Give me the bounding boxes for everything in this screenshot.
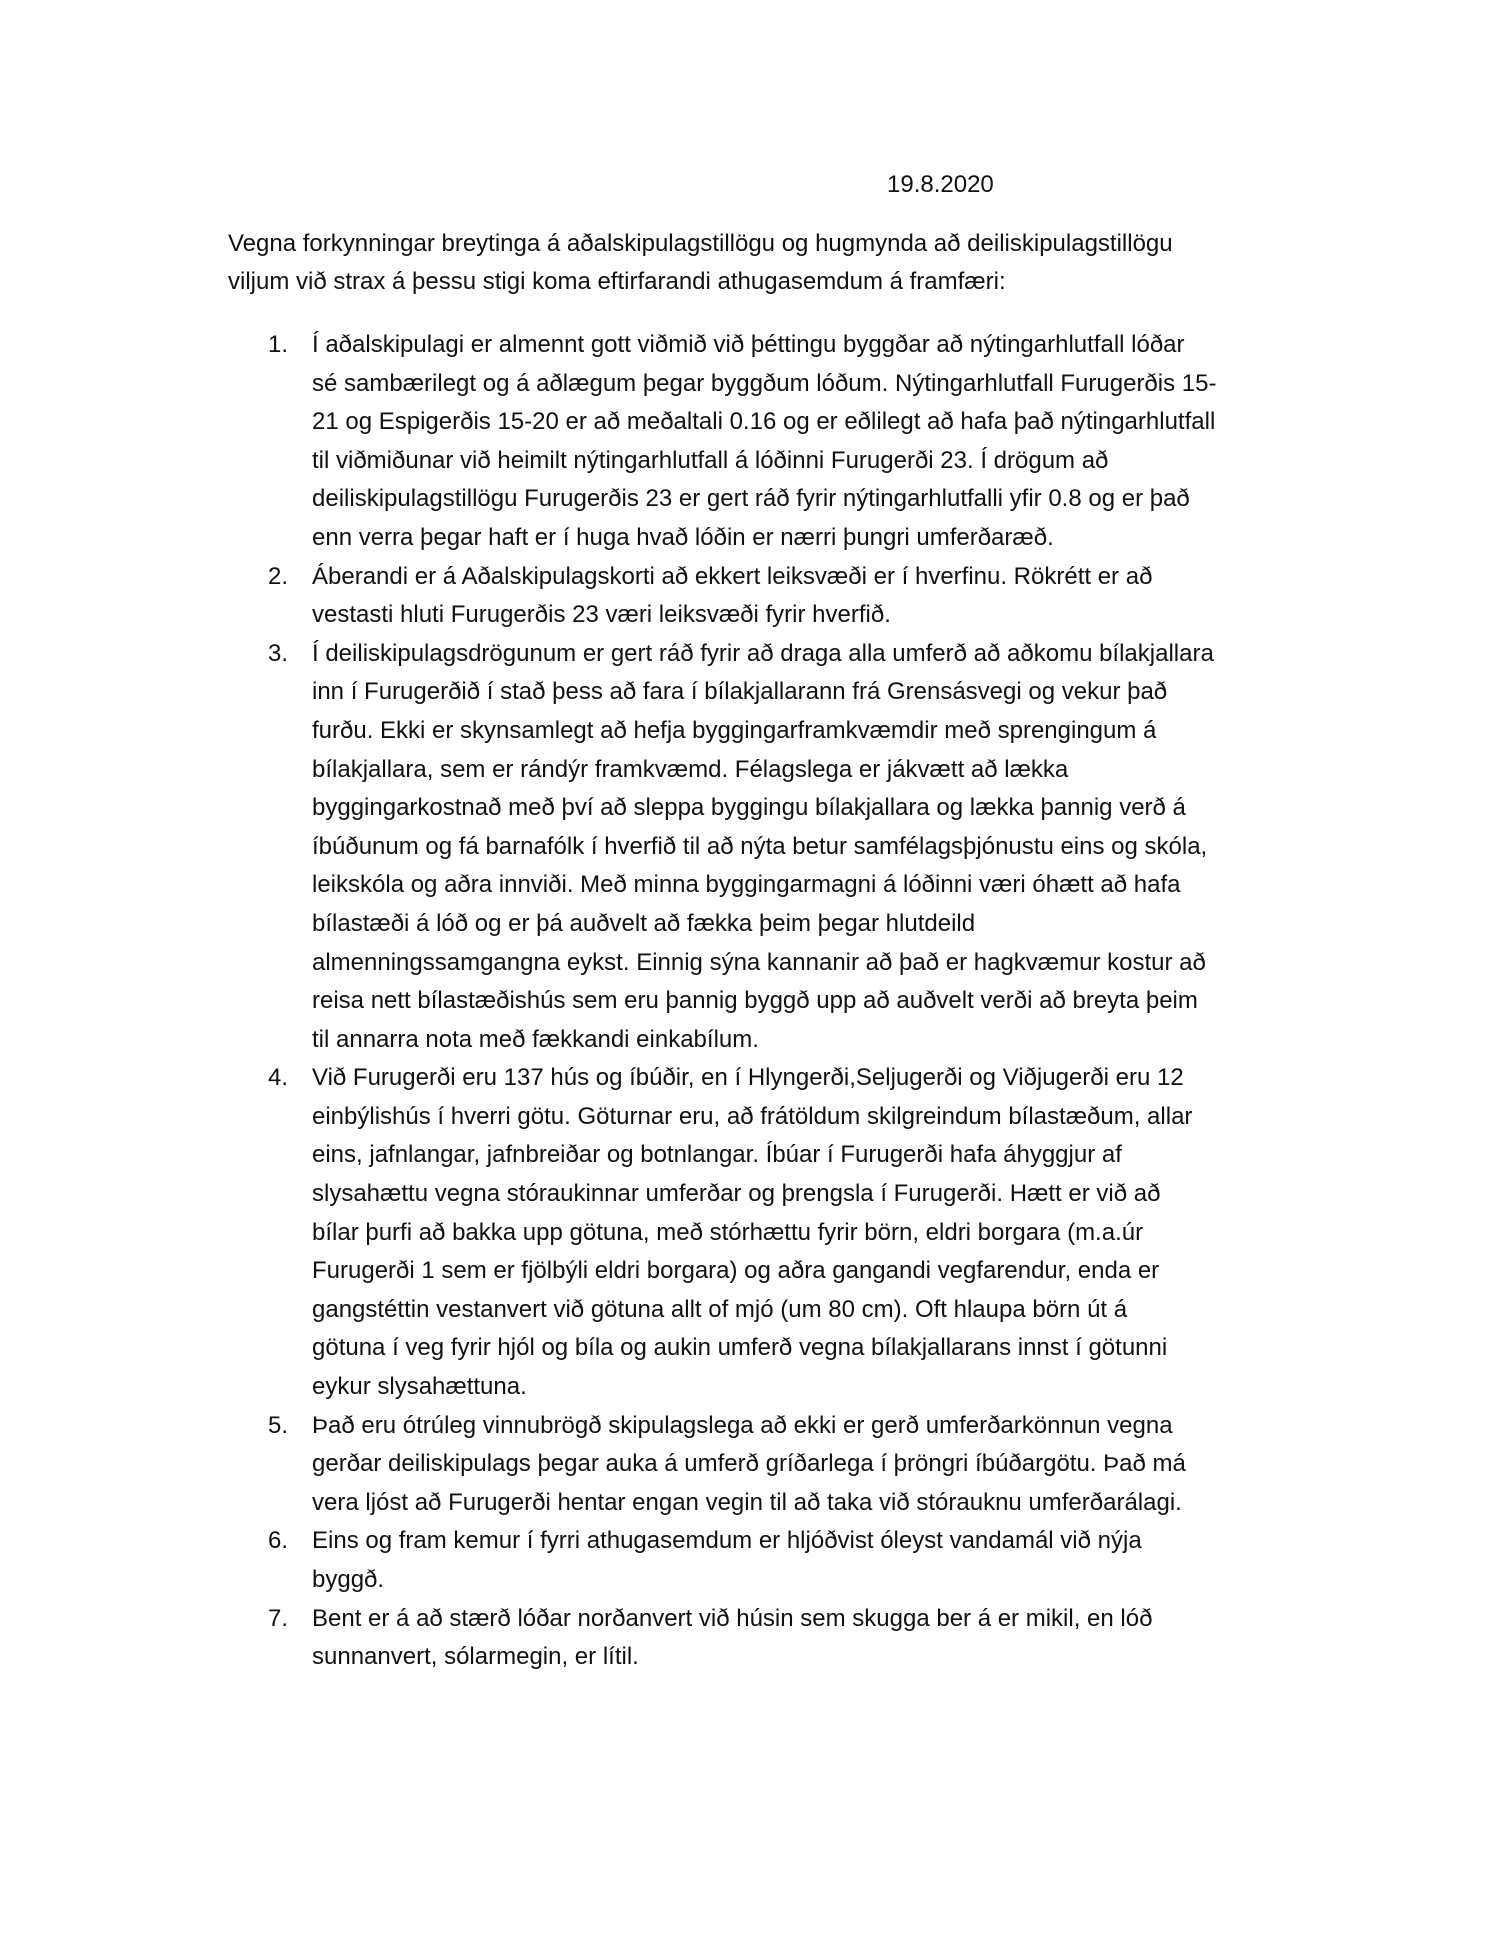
item-line: enn verra þegar haft er í huga hvað lóðin er nærri þungri umferðaræð.: [312, 523, 1054, 551]
item-line: gerðar deiliskipulags þegar auka á umferð gríðarlega í þröngri íbúðargötu. Það má: [312, 1450, 1186, 1478]
comment-item-3: [228, 635, 1288, 1060]
comment-item-1: [228, 326, 1288, 558]
item-line: vera ljóst að Furugerði hentar engan vegin til að taka við stórauknu umferðarálagi.: [312, 1488, 1182, 1516]
intro-paragraph: [228, 225, 1288, 301]
item-line: íbúðunum og fá barnafólk í hverfið til að nýta betur samfélagsþjónustu eins og skóla,: [312, 832, 1208, 860]
item-line: götuna í veg fyrir hjól og bíla og aukin umferð vegna bílakjallarans innst í götunni: [312, 1334, 1168, 1362]
item-line: sé sambærilegt og á aðlægum þegar byggðum lóðum. Nýtingarhlutfall Furugerðis 15-: [312, 369, 1217, 397]
item-line: slysahættu vegna stóraukinnar umferðar og þrengsla í Furugerði. Hætt er við að: [312, 1180, 1161, 1208]
item-line: bílastæði á lóð og er þá auðvelt að fækka þeim þegar hlutdeild: [312, 909, 976, 937]
comment-item-6: [228, 1522, 1288, 1599]
item-line: Í deiliskipulagsdrögunum er gert ráð fyrir að draga alla umferð að aðkomu bílakjallara: [312, 639, 1214, 667]
item-line: deiliskipulagstillögu Furugerðis 23 er gert ráð fyrir nýtingarhlutfalli yfir 0.8 og er það: [312, 485, 1190, 513]
item-line: Bent er á að stærð lóðar norðanvert við húsin sem skugga ber á er mikil, en lóð: [312, 1604, 1153, 1632]
item-number: 6.: [268, 1527, 289, 1555]
item-line: einbýlishús í hverri götu. Göturnar eru, að frátöldum skilgreindum bílastæðum, allar: [312, 1102, 1193, 1130]
comment-item-4: [228, 1059, 1288, 1406]
item-line: byggð.: [312, 1566, 385, 1593]
item-line: Eins og fram kemur í fyrri athugasemdum er hljóðvist óleyst vandamál við nýja: [312, 1527, 1142, 1555]
item-line: Furugerði 1 sem er fjölbýli eldri borgara) og aðra gangandi vegfarendur, enda er: [312, 1257, 1160, 1285]
item-line: bílar þurfi að bakka upp götuna, með stórhættu fyrir börn, eldri borgara (m.a.úr: [312, 1218, 1144, 1246]
item-line: eykur slysahættuna.: [312, 1373, 527, 1401]
item-line: bílakjallara, sem er rándýr framkvæmd. Félagslega er jákvætt að lækka: [312, 755, 1069, 783]
document-date: 19.8.2020: [887, 171, 994, 198]
item-line: Við Furugerði eru 137 hús og íbúðir, en í Hlyngerði,Seljugerði og Viðjugerði eru 12: [312, 1064, 1184, 1092]
item-number: 5.: [268, 1411, 289, 1439]
comment-item-7: [228, 1600, 1288, 1677]
item-number: 7.: [268, 1604, 289, 1632]
item-line: leikskóla og aðra innviði. Með minna byggingarmagni á lóðinni væri óhætt að hafa: [312, 871, 1181, 899]
comment-item-2: [228, 558, 1288, 635]
item-line: vestasti hluti Furugerðis 23 væri leiksvæði fyrir hverfið.: [312, 601, 891, 629]
item-line: gangstéttin vestanvert við götuna allt of mjó (um 80 cm). Oft hlaupa börn út á: [312, 1295, 1128, 1323]
item-line: furðu. Ekki er skynsamlegt að hefja byggingarframkvæmdir með sprengingum á: [312, 716, 1157, 744]
item-line: byggingarkostnað með því að sleppa byggingu bílakjallara og lækka þannig verð á: [312, 794, 1186, 822]
item-line: Áberandi er á Aðalskipulagskorti að ekkert leiksvæði er í hverfinu. Rökrétt er að: [312, 562, 1153, 590]
item-line: reisa nett bílastæðishús sem eru þannig byggð upp að auðvelt verði að breyta þeim: [312, 987, 1198, 1015]
intro-line: viljum við strax á þessu stigi koma eftirfarandi athugasemdum á framfæri:: [228, 268, 1006, 295]
item-line: til annarra nota með fækkandi einkabílum.: [312, 1025, 759, 1053]
item-line: 21 og Espigerðis 15-20 er að meðaltali 0.16 og er eðlilegt að hafa það nýtingarhlutfall: [312, 408, 1216, 436]
item-line: eins, jafnlangar, jafnbreiðar og botnlangar. Íbúar í Furugerði hafa áhyggjur af: [312, 1141, 1122, 1169]
item-number: 1.: [268, 331, 289, 358]
comments-list: [228, 326, 1288, 1677]
item-line: Í aðalskipulagi er almennt gott viðmið við þéttingu byggðar að nýtingarhlutfall lóðar: [312, 331, 1185, 358]
item-line: inn í Furugerðið í stað þess að fara í bílakjallarann frá Grensásvegi og vekur það: [312, 678, 1168, 706]
item-line: almenningssamgangna eykst. Einnig sýna kannanir að það er hagkvæmur kostur að: [312, 948, 1206, 976]
comment-item-5: [228, 1407, 1288, 1523]
intro-line: Vegna forkynningar breytinga á aðalskipulagstillögu og hugmynda að deiliskipulagstillögu: [228, 230, 1173, 257]
item-number: 3.: [268, 639, 289, 667]
item-line: sunnanvert, sólarmegin, er lítil.: [312, 1643, 639, 1671]
item-number: 2.: [268, 562, 289, 590]
item-line: til viðmiðunar við heimilt nýtingarhlutfall á lóðinni Furugerði 23. Í drögum að: [312, 446, 1109, 474]
item-line: Það eru ótrúleg vinnubrögð skipulagslega að ekki er gerð umferðarkönnun vegna: [312, 1411, 1173, 1439]
item-number: 4.: [268, 1064, 289, 1092]
